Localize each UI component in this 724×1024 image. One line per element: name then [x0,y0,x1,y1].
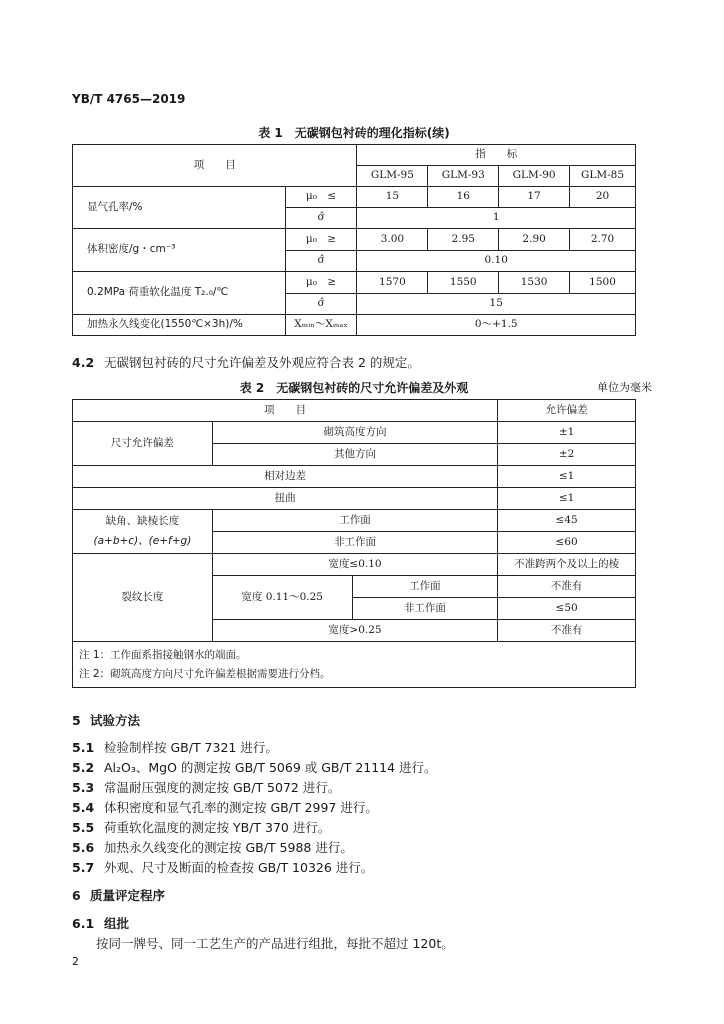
clause-6-1-text: 按同一牌号、同一工艺生产的产品进行组批，每批不超过 120t。 [96,936,454,951]
sigma-label: σ̂ [285,294,357,315]
clause-text: 常温耐压强度的测定按 GB/T 5072 进行。 [104,780,341,795]
section-title: 质量评定程序 [90,888,166,903]
sigma-value: 15 [357,294,636,315]
grade-header: GLM-85 [570,166,636,187]
para-number: 4.2 [72,355,95,370]
clause-number: 5.3 [72,780,95,795]
clause-text: 荷重软化温度的测定按 YB/T 370 进行。 [104,820,331,835]
table1-header-item: 项 目 [73,145,357,187]
row-label-porosity: 显气孔率/% [73,187,286,229]
row-value: ≤1 [498,466,636,488]
row-label-linear-change: 加热永久线变化(1550℃×3h)/% [73,315,286,336]
value-cell: 16 [428,187,499,208]
table2-caption: 表 2 无碳钢包衬砖的尺寸允许偏差及外观 [239,381,469,395]
row-name: 宽度>0.25 [212,620,497,642]
row-name: 其他方向 [212,444,497,466]
table1-caption: 表 1 无碳钢包衬砖的理化指标(续) [258,126,450,140]
standard-code: YB/T 4765—2019 [72,92,186,106]
clause-5-4 [72,798,378,816]
page-number: 2 [72,955,79,968]
crack-length-label: 裂纹长度 [73,554,213,642]
value-cell: 1500 [570,272,636,294]
row-value: ≤1 [498,488,636,510]
value-cell: 3.00 [357,229,428,251]
corner-label-line2: (a+b+c)、(e+f+g) [93,534,192,547]
table1 [72,144,636,336]
row-value: ≤45 [498,510,636,532]
row-value: ±2 [498,444,636,466]
clause-number: 5.7 [72,860,95,875]
row-value: 不准跨两个及以上的棱 [498,554,636,576]
crack-width-mid-label: 宽度 0.11～0.25 [212,576,352,620]
row-value: 不准有 [498,576,636,598]
value-cell: 15 [357,187,428,208]
row-value: 不准有 [498,620,636,642]
table2 [72,399,636,642]
clause-5-1 [72,738,278,756]
row-name: 扭曲 [73,488,498,510]
clause-text: 外观、尺寸及断面的检查按 GB/T 10326 进行。 [104,860,374,875]
clause-number: 5.4 [72,800,95,815]
clause-title: 组批 [104,916,130,931]
clause-text: 加热永久线变化的测定按 GB/T 5988 进行。 [104,840,353,855]
row-name: 非工作面 [352,598,498,620]
section-6-heading [72,886,165,904]
mu-label: μ₀ ≤ [285,187,357,208]
clause-5-2 [72,758,437,776]
section-number: 5 [72,713,81,728]
sigma-value: 1 [357,208,636,229]
section-5-heading [72,711,140,729]
clause-5-7 [72,858,373,876]
row-name: 宽度≤0.10 [212,554,497,576]
corner-label [73,510,213,554]
clause-5-6 [72,838,353,856]
sigma-value: 0.10 [357,251,636,272]
section-title: 试验方法 [90,713,141,728]
para-text: 无碳钢包衬砖的尺寸允许偏差及外观应符合表 2 的规定。 [104,355,420,370]
value-cell: 2.95 [428,229,499,251]
grade-header: GLM-95 [357,166,428,187]
clause-number: 5.6 [72,840,95,855]
table2-header-tolerance: 允许偏差 [498,400,636,422]
size-tolerance-label: 尺寸允许偏差 [73,422,213,466]
table2-header-item: 项 目 [73,400,498,422]
note-2: 注 2：砌筑高度方向尺寸允许偏差根据需要进行分档。 [79,668,331,680]
value-cell: 1530 [499,272,570,294]
range-label: Xₘᵢₙ～Xₘₐₓ [285,315,357,336]
clause-text: 体积密度和显气孔率的测定按 GB/T 2997 进行。 [104,800,378,815]
corner-label-line1: 缺角、缺棱长度 [105,515,180,528]
paragraph-4-2 [72,353,420,371]
row-value: ±1 [498,422,636,444]
value-cell: 2.70 [570,229,636,251]
clause-5-3 [72,778,340,796]
section-number: 6 [72,888,81,903]
table1-header-index: 指 标 [357,145,636,166]
clause-text: 检验制样按 GB/T 7321 进行。 [104,740,278,755]
row-label-bulk-density: 体积密度/g・cm⁻³ [73,229,286,272]
mu-label: μ₀ ≥ [285,272,357,294]
value-cell: 1570 [357,272,428,294]
clause-6-1-heading [72,914,129,932]
clause-number: 6.1 [72,916,95,931]
clause-number: 5.5 [72,820,95,835]
value-cell: 20 [570,187,636,208]
clause-5-5 [72,818,330,836]
range-value: 0～+1.5 [357,315,636,336]
row-name: 工作面 [212,510,497,532]
row-name: 工作面 [352,576,498,598]
sigma-label: σ̂ [285,208,357,229]
note-1: 注 1：工作面系指接触钢水的端面。 [79,649,247,661]
row-name: 相对边差 [73,466,498,488]
table2-notes [72,642,636,688]
row-label-softening-temp: 0.2MPa 荷重软化温度 T₂.₀/℃ [73,272,286,315]
clause-text: Al₂O₃、MgO 的测定按 GB/T 5069 或 GB/T 21114 进行。 [104,760,437,775]
value-cell: 1550 [428,272,499,294]
row-value: ≤50 [498,598,636,620]
row-name: 砌筑高度方向 [212,422,497,444]
mu-label: μ₀ ≥ [285,229,357,251]
clause-number: 5.2 [72,760,95,775]
value-cell: 2.90 [499,229,570,251]
row-name: 非工作面 [212,532,497,554]
grade-header: GLM-93 [428,166,499,187]
unit-note: 单位为毫米 [597,381,652,394]
value-cell: 17 [499,187,570,208]
row-value: ≤60 [498,532,636,554]
sigma-label: σ̂ [285,251,357,272]
grade-header: GLM-90 [499,166,570,187]
clause-number: 5.1 [72,740,95,755]
